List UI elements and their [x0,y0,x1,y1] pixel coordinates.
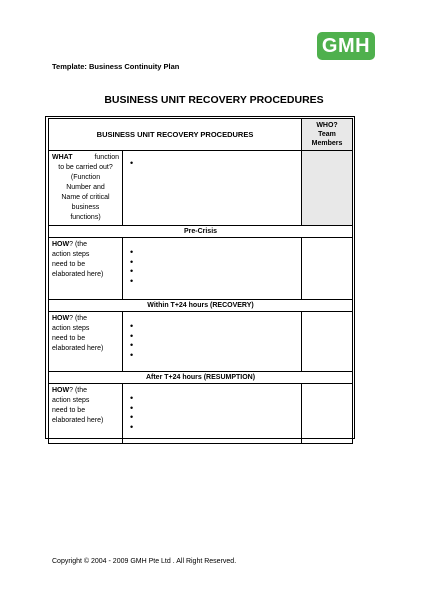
document-title: BUSINESS UNIT RECOVERY PROCEDURES [104,94,324,106]
what-who-cell [302,151,353,226]
how-cell [49,384,123,444]
steps-cell [123,384,302,444]
how-label: HOW [52,315,70,322]
bullet [130,248,298,258]
section-title-pre-crisis: Pre-Crisis [49,226,353,238]
how-cell [49,312,123,372]
what-cell [49,151,123,226]
bullet [130,332,298,342]
who-cell [302,312,353,372]
how-label: HOW [52,241,70,248]
what-label: WHAT [52,154,73,161]
what-text-4: Number and [66,184,105,191]
bullet [130,351,298,361]
how-text-2: action steps [52,397,90,404]
team-label: Team [318,131,336,138]
how-row-resumption [49,384,353,444]
how-text-4: elaborated here) [52,345,104,352]
section-row-resumption [49,372,353,384]
section-title-recovery: Within T+24 hours (RECOVERY) [49,300,353,312]
how-text-2: action steps [52,251,90,258]
recovery-procedures-table [48,118,353,444]
what-text-7: functions) [70,214,101,221]
how-text-3: need to be [52,407,86,414]
what-text-2: to be carried out? [58,164,113,171]
how-cell [49,238,123,300]
bullet [130,277,298,287]
how-text-4: elaborated here) [52,271,104,278]
what-bullets [126,159,298,169]
steps-bullets [126,322,298,360]
what-content-cell [123,151,302,226]
how-q: ? (the [69,315,88,322]
how-row-recovery [49,312,353,372]
how-q: ? (the [69,241,88,248]
how-text-3: need to be [52,335,86,342]
who-label: WHO? [316,122,338,129]
what-text-1: function [94,154,119,161]
bullet [130,267,298,277]
copyright-footer: Copyright © 2004 - 2009 GMH Pte Ltd . All Right Reserved. [52,558,237,565]
bullet [130,404,298,414]
section-row-recovery [49,300,353,312]
how-q: ? (the [69,387,88,394]
header-main-cell: BUSINESS UNIT RECOVERY PROCEDURES [49,119,302,151]
what-text-6: business [71,204,100,211]
what-text-5: Name of critical [61,194,110,201]
bullet [130,322,298,332]
steps-cell [123,238,302,300]
steps-cell [123,312,302,372]
what-row [49,151,353,226]
how-text-3: need to be [52,261,86,268]
how-label: HOW [52,387,70,394]
section-title-resumption: After T+24 hours (RESUMPTION) [49,372,353,384]
how-text-2: action steps [52,325,90,332]
bullet [130,258,298,268]
bullet [130,159,298,169]
table-header-row [49,119,353,151]
gmh-logo: GMH [317,32,375,60]
bullet [130,413,298,423]
section-row-pre-crisis [49,226,353,238]
bullet [130,341,298,351]
who-cell [302,238,353,300]
bullet [130,394,298,404]
who-cell [302,384,353,444]
how-row-pre-crisis [49,238,353,300]
template-label: Template: Business Continuity Plan [52,62,180,71]
header-who-cell [302,119,353,151]
members-label: Members [311,140,343,147]
steps-bullets [126,394,298,432]
bullet [130,423,298,433]
steps-bullets [126,248,298,286]
what-text-3: (Function [70,174,101,181]
how-text-4: elaborated here) [52,417,104,424]
